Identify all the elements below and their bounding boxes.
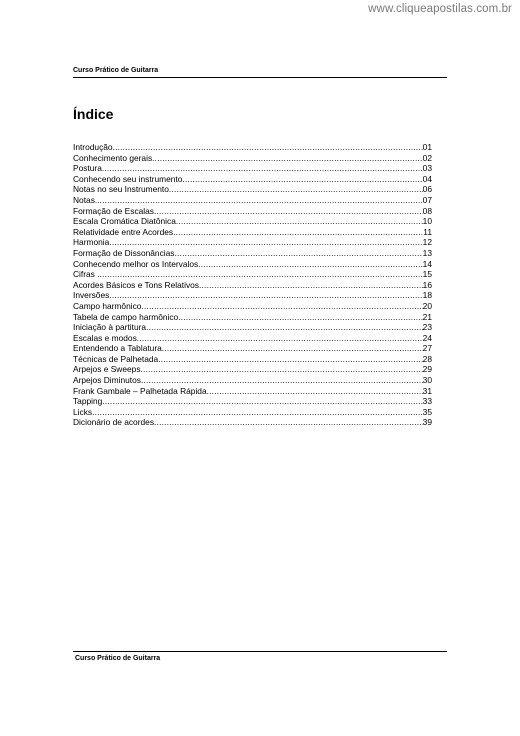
toc-entry-page: 20 (422, 300, 432, 311)
toc-entry-label: Postura (73, 163, 102, 174)
toc-entry (73, 163, 432, 174)
site-watermark: www.cliqueapostilas.com.br (368, 3, 512, 15)
toc-dot-leader (174, 248, 422, 259)
toc-entry (73, 184, 432, 195)
toc-entry-label: Arpejos e Sweeps (73, 364, 141, 375)
toc-entry (73, 333, 432, 344)
toc-entry-label: Frank Gambale – Palhetada Rápida (73, 385, 207, 396)
toc-dot-leader (109, 237, 422, 248)
toc-entry-label: Escalas e modos (73, 332, 137, 343)
toc-entry (73, 195, 432, 206)
toc-entry-page: 28 (422, 353, 432, 364)
toc-dot-leader (199, 280, 423, 291)
toc-entry (73, 396, 432, 407)
toc-entry (73, 142, 432, 153)
toc-dot-leader (109, 290, 422, 301)
toc-entry-page: 10 (422, 216, 432, 227)
toc-dot-leader (154, 206, 423, 217)
toc-dot-leader (113, 142, 423, 153)
toc-entry-label: Arpejos Diminutos (73, 375, 141, 386)
toc-entry (73, 386, 432, 397)
toc-entry-label: Inversões (73, 290, 110, 301)
toc-entry-page: 18 (422, 290, 432, 301)
toc-entry-label: Entendendo a Tablatura (73, 343, 162, 354)
toc-entry-label: Harmonia (73, 237, 110, 248)
toc-dot-leader (141, 364, 423, 375)
toc-entry-page: 13 (422, 247, 432, 258)
toc-entry-label: Conhecimento gerais (73, 152, 153, 163)
toc-dot-leader (100, 269, 423, 280)
toc-entry (73, 343, 432, 354)
toc-entry-label: Iniciação à partitura (73, 322, 147, 333)
toc-dot-leader (141, 375, 423, 386)
toc-dot-leader (137, 333, 423, 344)
toc-dot-leader (152, 153, 423, 164)
toc-entry-page: 23 (422, 322, 432, 333)
header-title: Curso Prático de Guitarra (73, 67, 159, 74)
toc-entry-page: 12 (422, 237, 432, 248)
toc-entry (73, 269, 432, 280)
toc-entry-label: Introdução (73, 142, 113, 152)
toc-entry-page: 06 (422, 184, 432, 195)
toc-entry-label: Técnicas de Palhetada (73, 353, 159, 364)
toc-entry-page: 14 (422, 258, 432, 269)
toc-entry-page: 03 (422, 163, 432, 174)
toc-entry-page: 30 (422, 375, 432, 386)
toc-entry-page: 04 (422, 173, 432, 184)
toc-entry-page: 31 (422, 385, 432, 396)
toc-entry (73, 248, 432, 259)
toc-entry-label: Conhecendo melhor os Intervalos (73, 258, 199, 269)
toc-dot-leader (100, 195, 423, 206)
table-of-contents (73, 142, 432, 428)
toc-entry (73, 354, 432, 365)
toc-entry (73, 375, 432, 386)
toc-entry (73, 280, 432, 291)
toc-entry-page: 16 (422, 279, 432, 290)
toc-entry (73, 322, 432, 333)
toc-entry-label: Licks (73, 406, 93, 417)
toc-entry-label: Tapping (73, 396, 103, 407)
toc-dot-leader (141, 301, 422, 312)
toc-entry-page: 33 (422, 396, 432, 407)
footer-title: Curso Prático de Guitarra (75, 655, 161, 662)
toc-entry-page: 39 (422, 417, 432, 428)
toc-entry-label: Acordes Básicos e Tons Relativos (73, 279, 199, 290)
toc-entry-label: Tabela de campo harmônico (73, 311, 179, 322)
toc-entry-label: Escala Cromática Diatônica (73, 216, 176, 227)
toc-entry-label: Conhecendo seu instrumento (73, 173, 183, 184)
toc-entry-page: 29 (422, 364, 432, 375)
toc-dot-leader (198, 259, 422, 270)
toc-dot-leader (102, 396, 422, 407)
toc-entry (73, 417, 432, 428)
toc-entry-page: 01 (422, 142, 432, 152)
toc-entry-label: Campo harmônico (73, 300, 142, 311)
toc-dot-leader (169, 184, 423, 195)
toc-entry-page: 21 (422, 311, 432, 322)
toc-dot-leader (207, 386, 423, 397)
toc-entry (73, 364, 432, 375)
toc-entry (73, 312, 432, 323)
toc-dot-leader (176, 216, 423, 227)
toc-dot-leader (173, 227, 423, 238)
toc-entry-page: 15 (422, 269, 432, 280)
toc-entry-label: Cifras . (73, 269, 100, 280)
toc-entry (73, 153, 432, 164)
page-footer (73, 651, 447, 663)
index-heading: Índice (73, 106, 114, 122)
toc-dot-leader (158, 354, 422, 365)
toc-entry (73, 301, 432, 312)
toc-entry-label: Notas no seu Instrumento (73, 184, 169, 195)
toc-dot-leader (102, 163, 423, 174)
toc-entry (73, 227, 432, 238)
header-rule (73, 77, 447, 78)
toc-dot-leader (182, 174, 422, 185)
page-header (73, 66, 447, 78)
toc-entry-page: 24 (422, 332, 432, 343)
toc-entry-label: Formação de Dissonâncias (73, 247, 175, 258)
toc-entry-label: Relatividade entre Acordes (73, 226, 174, 237)
toc-entry-page: 11 (423, 226, 432, 237)
toc-entry (73, 259, 432, 270)
toc-entry (73, 237, 432, 248)
toc-entry (73, 174, 432, 185)
toc-entry-page: 35 (422, 406, 432, 417)
toc-entry (73, 216, 432, 227)
toc-entry-label: Dicionário de acordes (73, 417, 155, 428)
toc-entry (73, 407, 432, 418)
toc-entry-label: Formação de Escalas (73, 205, 154, 216)
toc-dot-leader (162, 343, 423, 354)
toc-dot-leader (178, 312, 422, 323)
toc-entry-page: 07 (422, 194, 432, 205)
toc-dot-leader (146, 322, 423, 333)
toc-entry (73, 206, 432, 217)
toc-entry-label: Notas.. (73, 194, 100, 205)
toc-entry-page: 08 (422, 205, 432, 216)
toc-dot-leader (92, 407, 423, 418)
toc-entry-page: 02 (422, 152, 432, 163)
toc-dot-leader (154, 417, 423, 428)
toc-entry-page: 27 (422, 343, 432, 354)
toc-entry (73, 290, 432, 301)
